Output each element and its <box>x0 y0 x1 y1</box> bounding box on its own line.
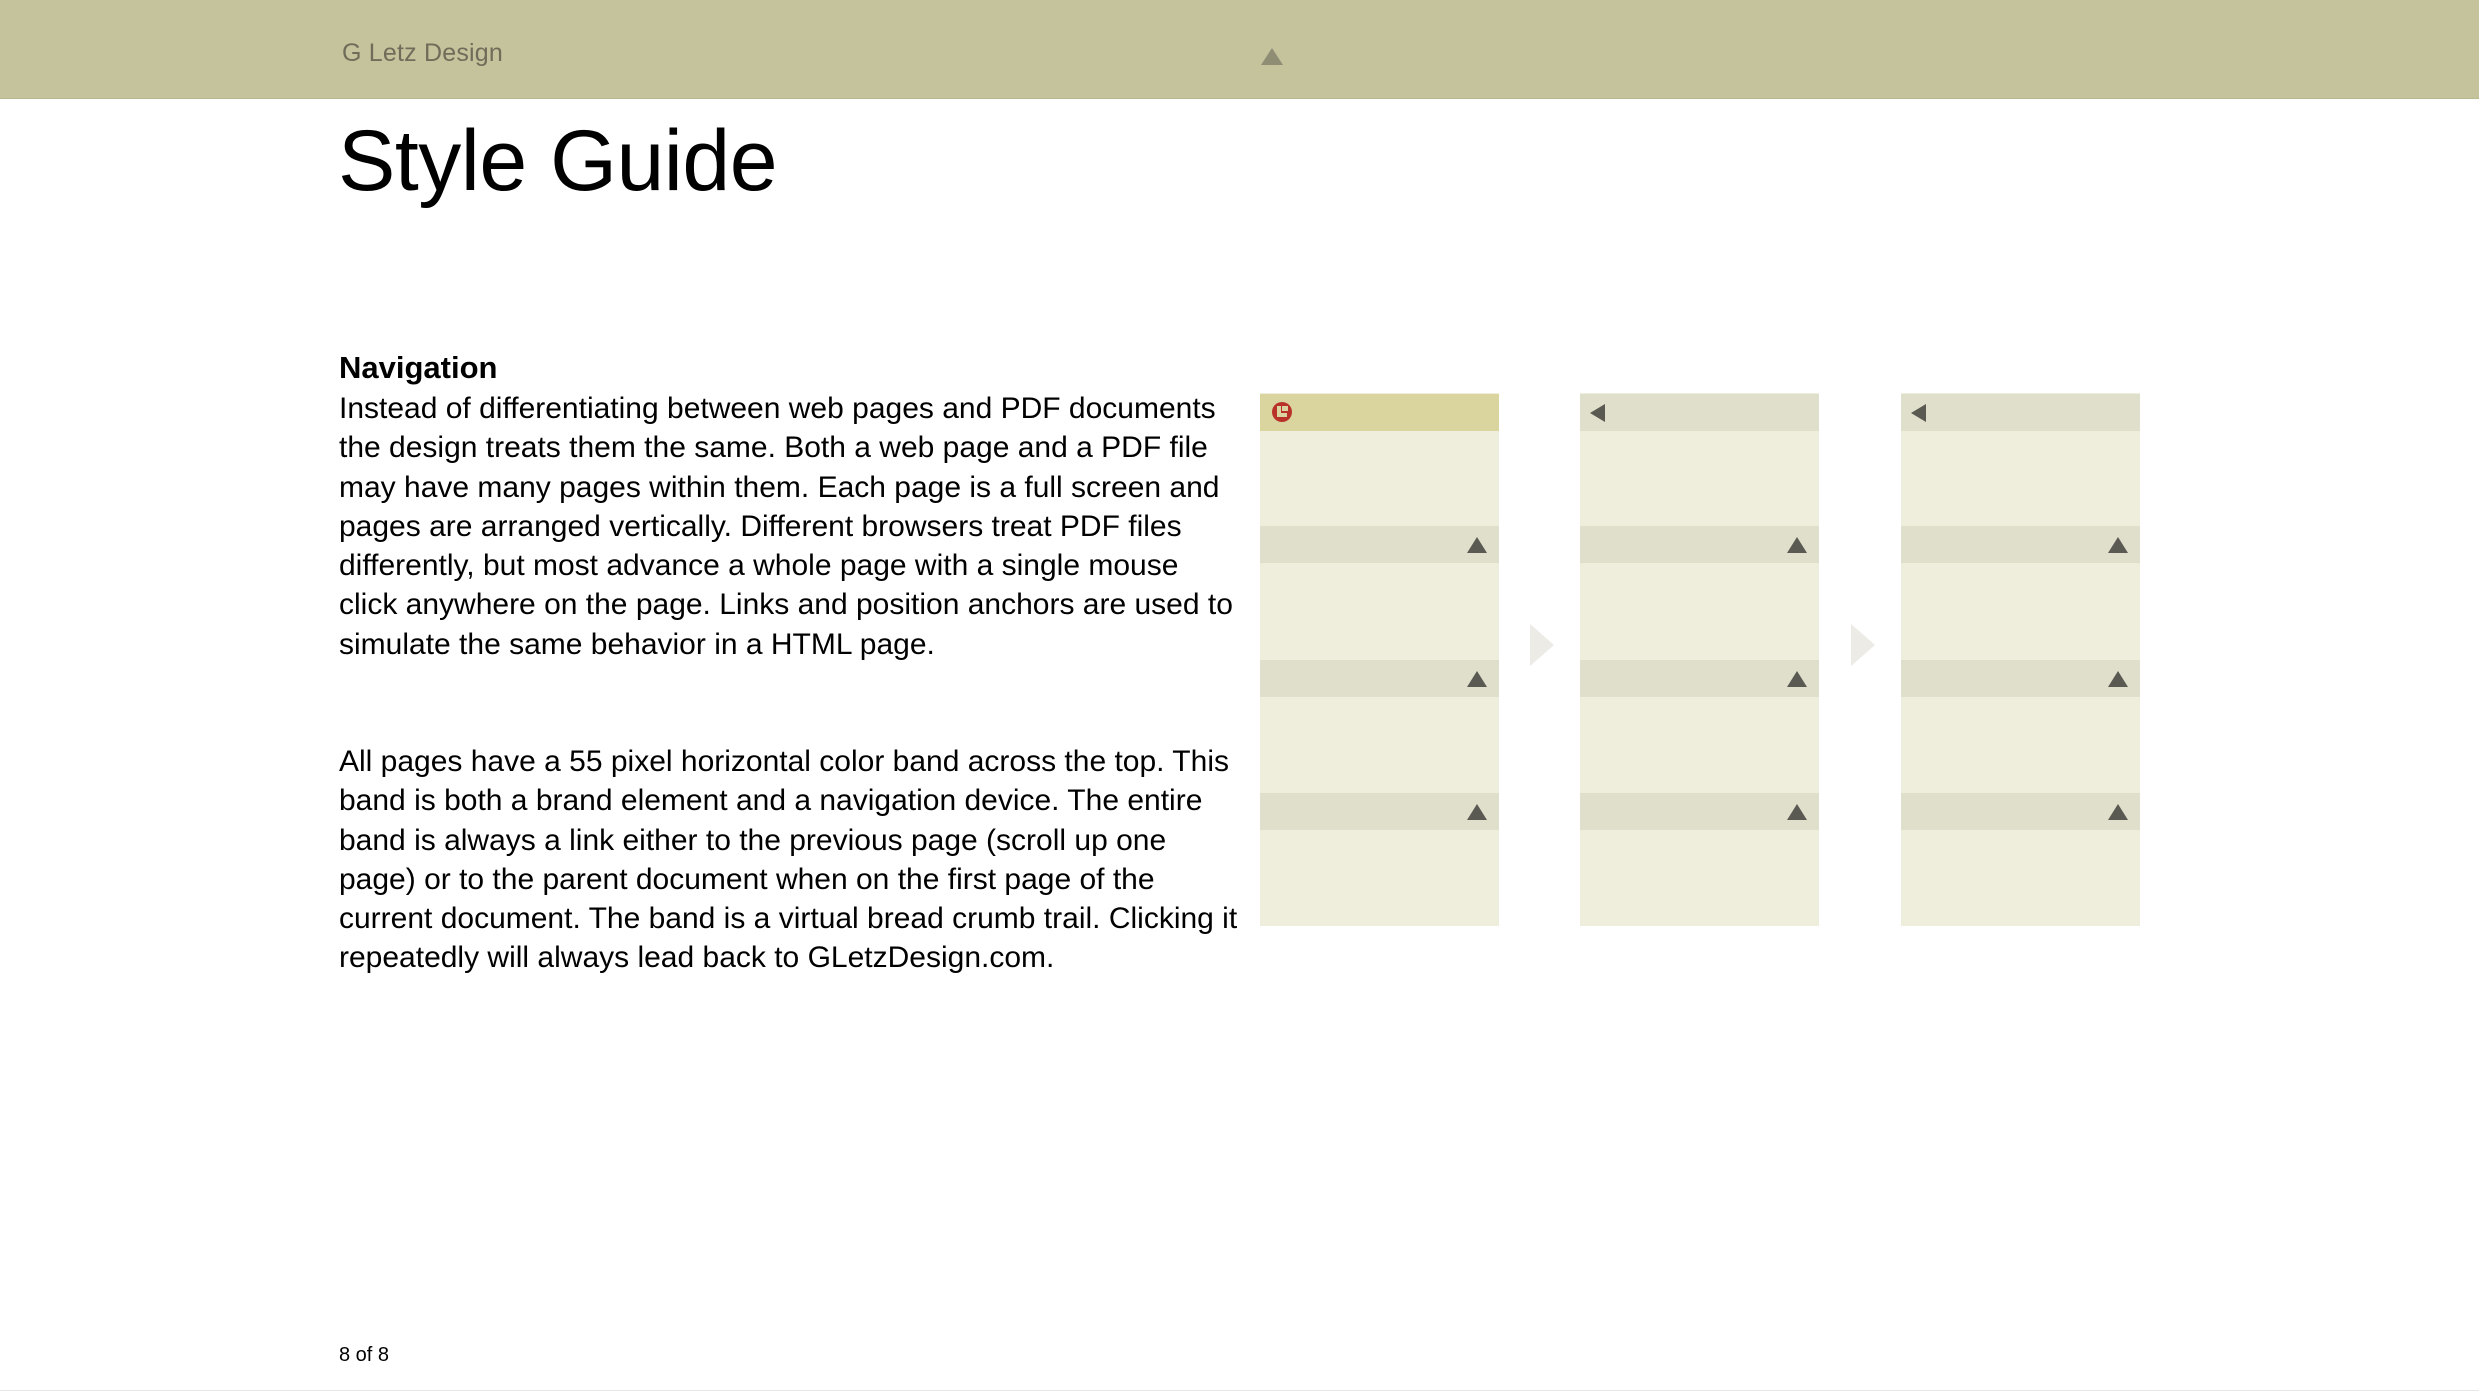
chevron-right-icon <box>1851 624 1875 666</box>
triangle-left-icon <box>1590 404 1605 422</box>
diagram-band <box>1580 526 1819 563</box>
brand-name: G Letz Design <box>342 39 504 67</box>
diagram-panel-first-page <box>1260 393 1499 926</box>
section-paragraph-1: Instead of differentiating between web pages and PDF documents the design treats them the same. Both a web page and a PDF file may have many pages within them. Each page is a full screen and pages are arranged vertically. Different browsers treat PDF files differently, but most advance a whole page with a single mouse click anywhere on the page. Links and position anchors are used to simulate the same behavior in a HTML page. <box>339 392 1233 661</box>
triangle-up-icon <box>2108 537 2128 553</box>
triangle-up-icon <box>1467 671 1487 687</box>
triangle-up-icon <box>1787 804 1807 820</box>
diagram-band <box>1901 793 2140 830</box>
chevron-right-icon <box>1530 624 1554 666</box>
diagram-band <box>1901 394 2140 431</box>
diagram-band <box>1901 526 2140 563</box>
header-color-band[interactable] <box>0 0 2479 99</box>
triangle-up-icon <box>2108 804 2128 820</box>
logo-icon <box>1271 401 1293 423</box>
page-title: Style Guide <box>338 113 778 209</box>
triangle-up-icon <box>1467 537 1487 553</box>
triangle-up-icon <box>1787 671 1807 687</box>
diagram-panel-second-page <box>1580 393 1819 926</box>
triangle-up-icon <box>2108 671 2128 687</box>
section-heading: Navigation <box>339 350 498 385</box>
triangle-up-icon <box>1787 537 1807 553</box>
page-indicator: 8 of 8 <box>339 1344 390 1366</box>
diagram-band <box>1260 394 1499 431</box>
diagram-band <box>1580 394 1819 431</box>
triangle-left-icon <box>1911 404 1926 422</box>
section-paragraph-2: All pages have a 55 pixel horizontal color band across the top. This band is both a brand element and a navigation device. The entire band is always a link either to the previous page (scroll up one page) or to the parent document when on the first page of the current document. The band is a virtual bread crumb trail. Clicking it repeatedly will always lead back to GLetzDesign.com. <box>339 745 1238 975</box>
diagram-band <box>1260 793 1499 830</box>
triangle-up-icon <box>1467 804 1487 820</box>
diagram-band <box>1580 793 1819 830</box>
diagram-band <box>1260 526 1499 563</box>
diagram-panel-third-page <box>1901 393 2140 926</box>
triangle-up-icon <box>1261 48 1283 65</box>
diagram-band <box>1260 660 1499 697</box>
divider <box>0 1390 2479 1391</box>
diagram-band <box>1580 660 1819 697</box>
diagram-band <box>1901 660 2140 697</box>
